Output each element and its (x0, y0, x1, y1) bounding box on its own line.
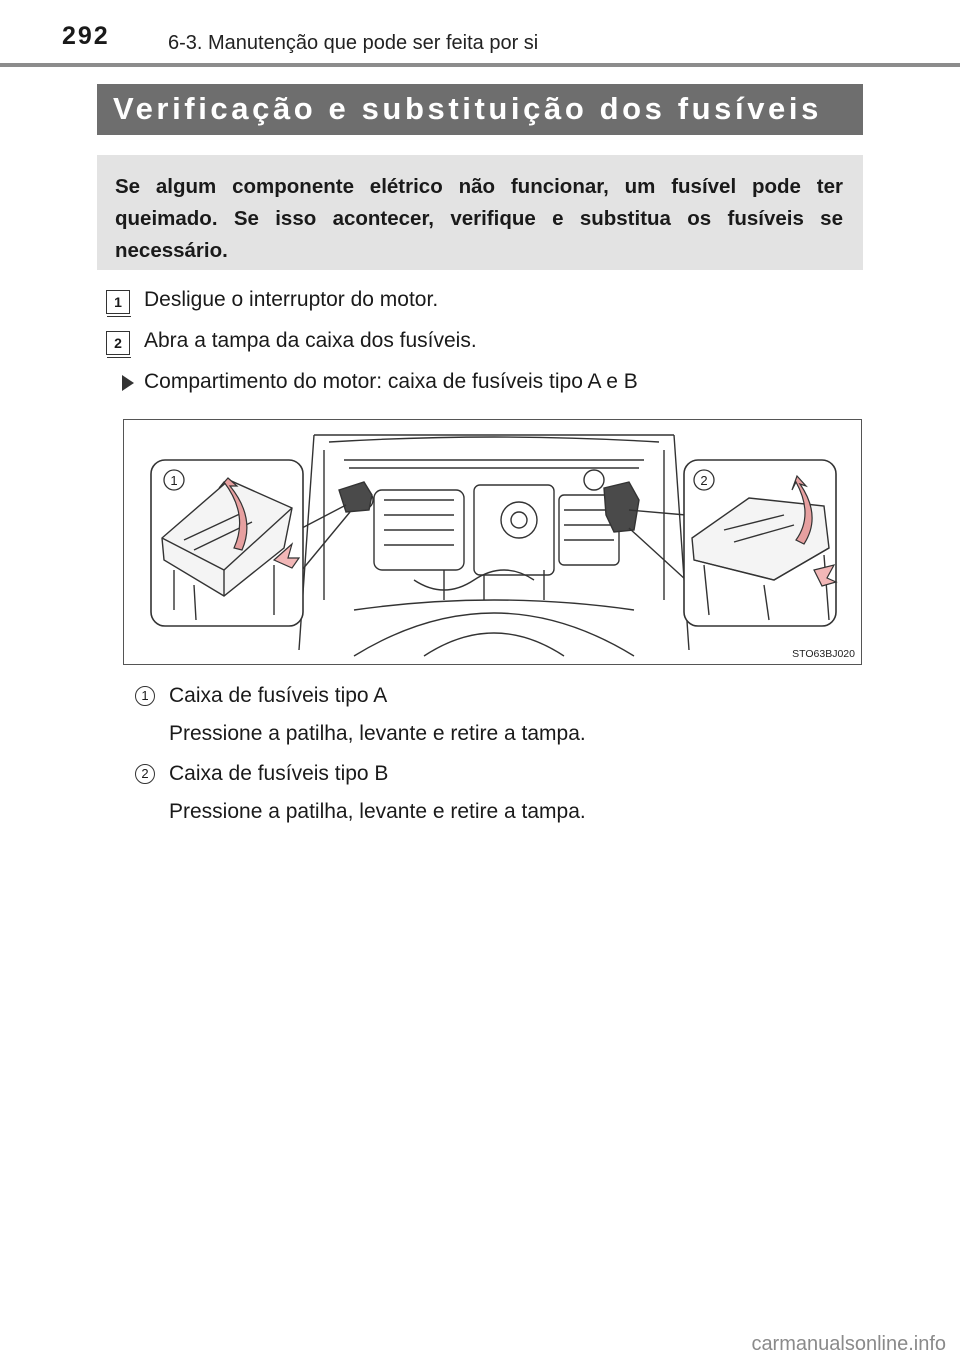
intro-box (97, 155, 863, 270)
triangle-bullet-icon (122, 375, 134, 391)
figure-callout-right: 2 (700, 473, 708, 488)
title-band (97, 84, 863, 135)
watermark: carmanualsonline.info (751, 1333, 946, 1355)
step-number: 1 (106, 290, 130, 314)
step-text: Desligue o interruptor do motor. (144, 288, 439, 311)
step-text: Abra a tampa da caixa dos fusíveis. (144, 329, 477, 352)
callout-description: Pressione a patilha, levante e retire a tampa. (169, 722, 586, 745)
figure-code: STO63BJ020 (792, 648, 855, 660)
step-number: 2 (106, 331, 130, 355)
page-number: 292 (62, 22, 110, 50)
callout-title: Caixa de fusíveis tipo B (169, 762, 389, 785)
page-title: Verificação e substituição dos fusíveis (113, 91, 822, 126)
section-title: 6-3. Manutenção que pode ser feita por si (168, 32, 539, 54)
figure-callout-left: 1 (170, 473, 178, 488)
engine-compartment-figure (123, 419, 862, 665)
callout-number: 2 (135, 764, 155, 784)
engine-illustration (124, 420, 862, 665)
intro-text: Se algum componente elétrico não funcionar, um fusível pode ter queimado. Se isso acontecer, verifique e substitua os fusíveis se necessário. (115, 175, 843, 262)
page-header (0, 0, 960, 70)
callout-number: 1 (135, 686, 155, 706)
header-rule (0, 63, 960, 67)
callout-title: Caixa de fusíveis tipo A (169, 684, 388, 707)
bullet-text: Compartimento do motor: caixa de fusíveis tipo A e B (144, 370, 638, 393)
callout-description: Pressione a patilha, levante e retire a tampa. (169, 800, 586, 823)
